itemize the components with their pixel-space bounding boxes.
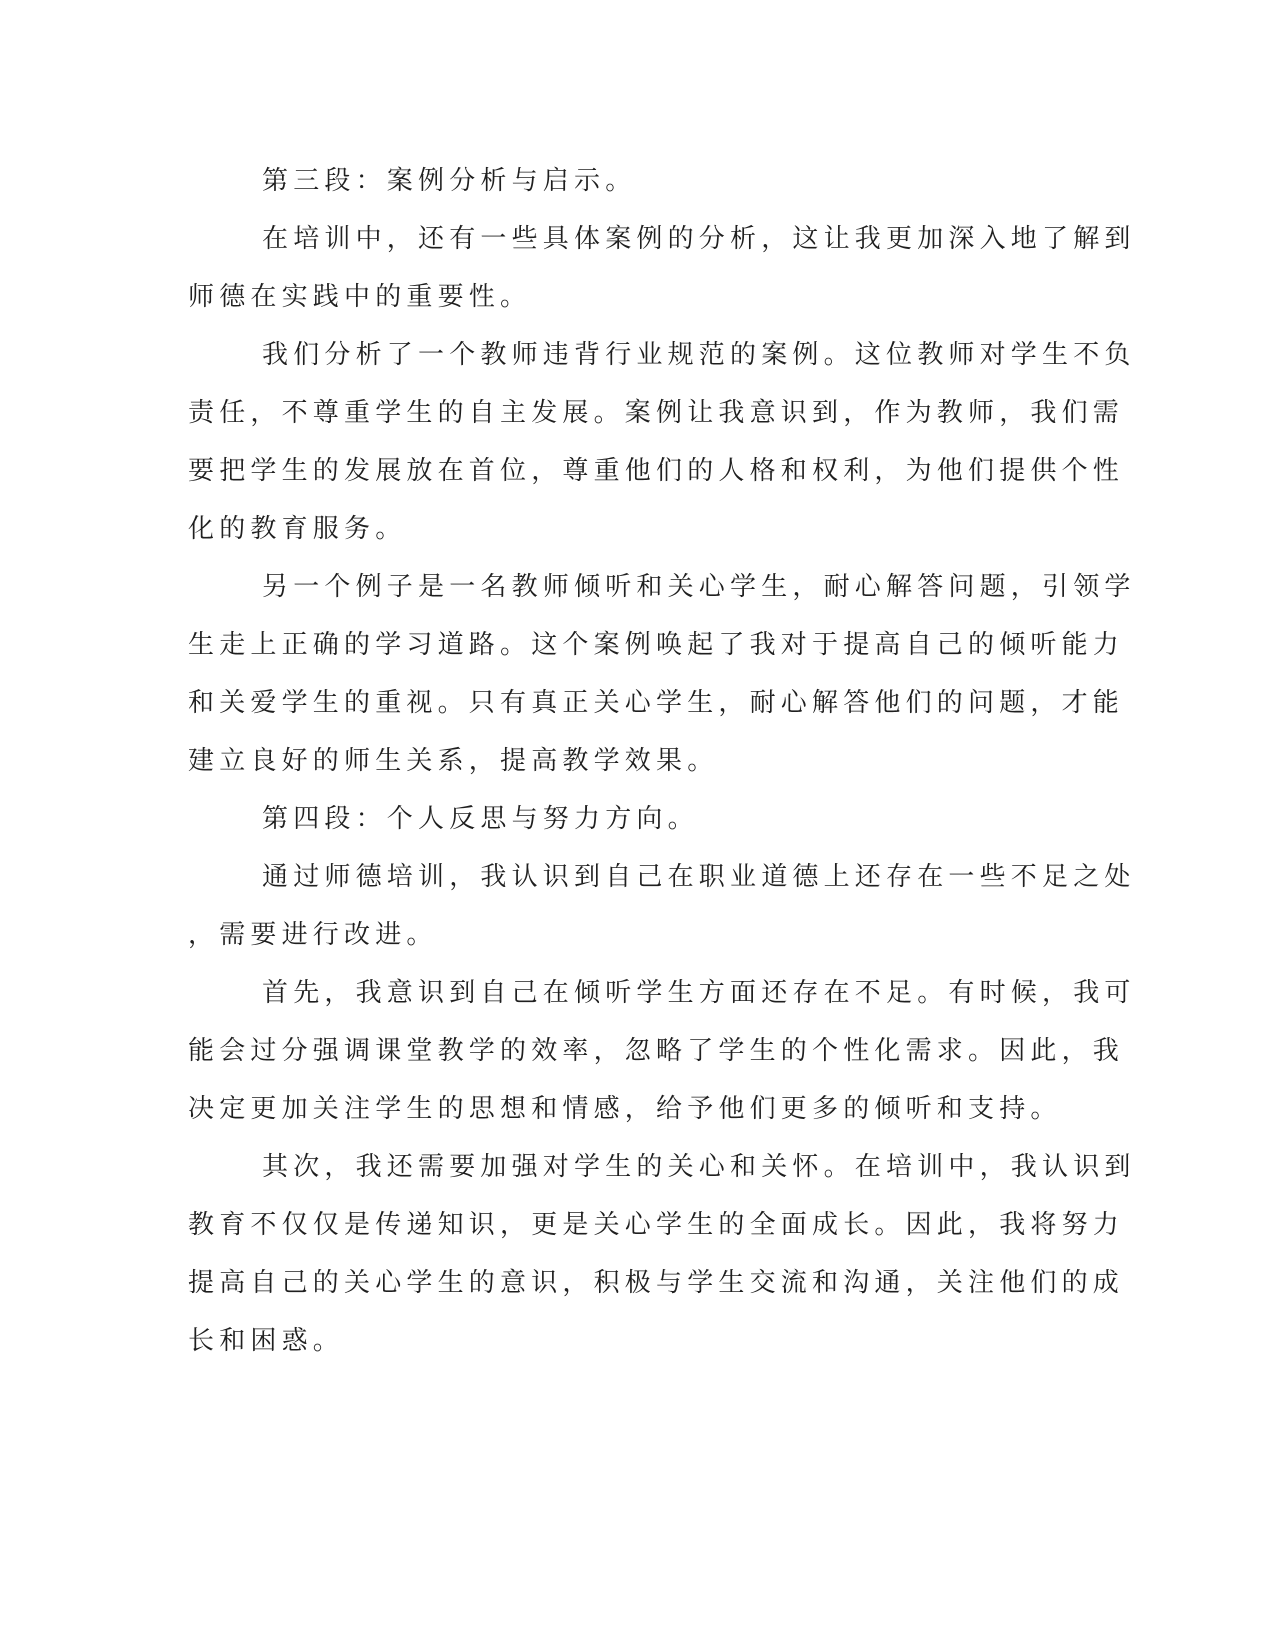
paragraph-line: 化的教育服务。 bbox=[188, 514, 407, 544]
paragraph-line: 在培训中，还有一些具体案例的分析，这让我更加深入地了解到 bbox=[262, 224, 1136, 254]
paragraph-line: 教育不仅仅是传递知识，更是关心学生的全面成长。因此，我将努力 bbox=[188, 1210, 1125, 1240]
paragraph-line: 能会过分强调课堂教学的效率，忽略了学生的个性化需求。因此，我 bbox=[188, 1036, 1125, 1066]
paragraph-line: 责任，不尊重学生的自主发展。案例让我意识到，作为教师，我们需 bbox=[188, 398, 1125, 428]
paragraph-line: 生走上正确的学习道路。这个案例唤起了我对于提高自己的倾听能力 bbox=[188, 630, 1125, 660]
paragraph-line: 首先，我意识到自己在倾听学生方面还存在不足。有时候，我可 bbox=[262, 978, 1136, 1008]
paragraph-line: 决定更加关注学生的思想和情感，给予他们更多的倾听和支持。 bbox=[188, 1094, 1062, 1124]
paragraph-line: 另一个例子是一名教师倾听和关心学生，耐心解答问题，引领学 bbox=[262, 572, 1136, 602]
paragraph-line: 建立良好的师生关系，提高教学效果。 bbox=[188, 746, 719, 776]
paragraph-line: 要把学生的发展放在首位，尊重他们的人格和权利，为他们提供个性 bbox=[188, 456, 1125, 486]
paragraph-line: 师德在实践中的重要性。 bbox=[188, 282, 532, 312]
paragraph-line: 其次，我还需要加强对学生的关心和关怀。在培训中，我认识到 bbox=[262, 1152, 1136, 1182]
paragraph-line: 长和困惑。 bbox=[188, 1326, 345, 1356]
paragraph-line: ，需要进行改进。 bbox=[188, 920, 438, 950]
paragraph-line: 和关爱学生的重视。只有真正关心学生，耐心解答他们的问题，才能 bbox=[188, 688, 1125, 718]
section-heading-three: 第三段：案例分析与启示。 bbox=[262, 166, 637, 196]
paragraph-line: 通过师德培训，我认识到自己在职业道德上还存在一些不足之处 bbox=[262, 862, 1136, 892]
paragraph-line: 提高自己的关心学生的意识，积极与学生交流和沟通，关注他们的成 bbox=[188, 1268, 1125, 1298]
section-heading-four: 第四段：个人反思与努力方向。 bbox=[262, 804, 699, 834]
paragraph-line: 我们分析了一个教师违背行业规范的案例。这位教师对学生不负 bbox=[262, 340, 1136, 370]
